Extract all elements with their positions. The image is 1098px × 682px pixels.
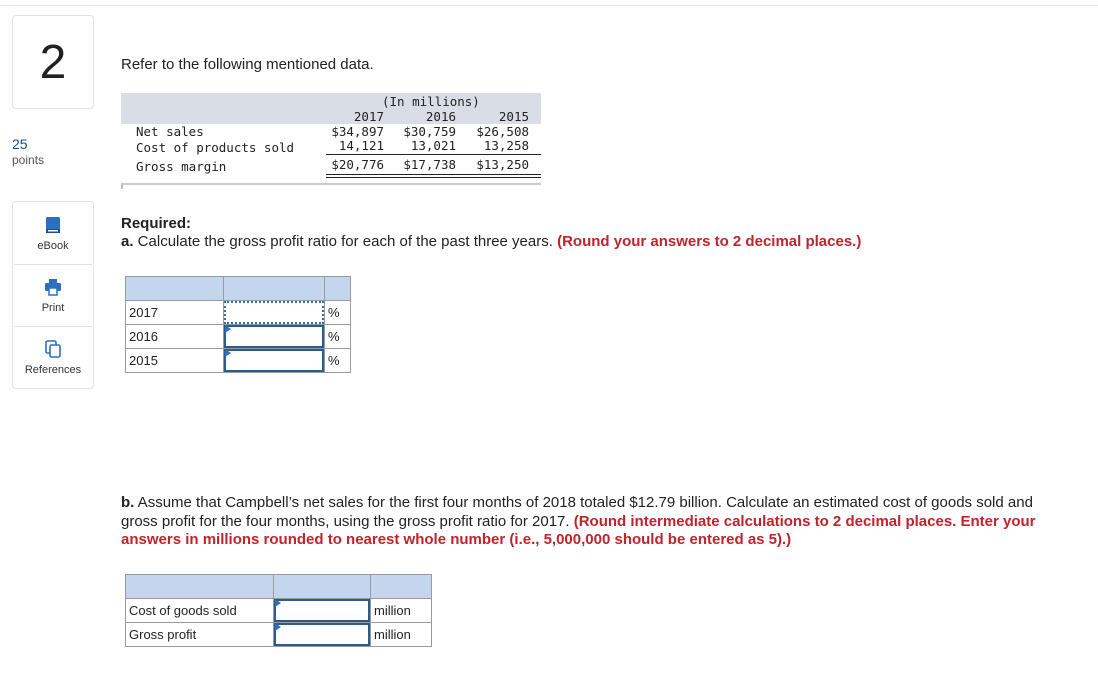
gross-margin-2017: $20,776	[331, 157, 384, 172]
required-heading: Required:	[121, 215, 192, 232]
unit-percent: %	[325, 325, 351, 349]
table-header-row	[126, 277, 351, 301]
print-icon	[44, 278, 62, 296]
part-b-instructions: b. Assume that Campbell’s net sales for the first four months of 2018 totaled $12.79 billion. Calculate an estimated cost of goods sold and gross profit for the four months, using the gross profit ratio for 2017. (Round intermediate calculations to 2 decimal places. Enter your answers in millions rounded to nearest whole number (i.e., 5,000,000 should be entered as 5).)	[121, 494, 1036, 548]
resource-divider	[14, 264, 92, 265]
subtotal-rule	[326, 154, 541, 155]
resources-panel	[12, 201, 94, 389]
references-icon	[44, 340, 62, 358]
gross-profit-input[interactable]	[274, 623, 370, 646]
points-value: 25	[12, 136, 28, 152]
ratio-2016-input[interactable]	[224, 325, 324, 348]
gross-margin-2016: $17,738	[403, 157, 456, 172]
row-label-2015: 2015	[126, 349, 224, 373]
ebook-label: eBook	[37, 240, 69, 252]
unit-million: million	[371, 599, 432, 623]
cost-of-goods-sold-input[interactable]	[274, 599, 370, 622]
row-label-net-sales: Net sales	[136, 124, 204, 139]
total-double-rule-bottom	[326, 177, 541, 178]
input-flag-icon	[275, 623, 281, 631]
references-button[interactable]	[13, 340, 93, 376]
row-label-gross-margin: Gross margin	[136, 159, 227, 174]
year-2016: 2016	[425, 109, 456, 124]
print-label: Print	[41, 302, 65, 314]
net-sales-2017: $34,897	[331, 124, 384, 139]
row-label-gross-profit: Gross profit	[126, 623, 274, 647]
net-sales-2015: $26,508	[476, 124, 529, 139]
ebook-button[interactable]	[13, 216, 93, 252]
cost-2016: 13,021	[410, 138, 456, 153]
input-flag-icon	[225, 349, 231, 357]
top-divider	[0, 5, 1098, 6]
year-2017: 2017	[353, 109, 384, 124]
points-label: points	[12, 153, 45, 167]
table-row	[126, 301, 351, 325]
input-flag-icon	[275, 599, 281, 607]
ratio-2017-input[interactable]	[224, 301, 324, 324]
part-b-answer-table	[125, 574, 432, 647]
year-2015: 2015	[498, 109, 529, 124]
input-flag-icon	[225, 325, 231, 333]
row-label-2016: 2016	[126, 325, 224, 349]
row-label-cost: Cost of products sold	[136, 140, 295, 155]
total-double-rule-top	[326, 174, 541, 175]
table-row	[126, 349, 351, 373]
part-a-instructions: a. Calculate the gross profit ratio for each of the past three years. (Round your answers to 2 decimal places.)	[121, 233, 862, 250]
unit-percent: %	[325, 349, 351, 373]
references-label: References	[24, 364, 82, 376]
table-row	[126, 599, 432, 623]
gross-margin-2015: $13,250	[476, 157, 529, 172]
question-number: 2	[12, 15, 94, 109]
ratio-2015-input[interactable]	[224, 349, 324, 372]
unit-million: million	[371, 623, 432, 647]
row-label-cogs: Cost of goods sold	[126, 599, 274, 623]
net-sales-2016: $30,759	[403, 124, 456, 139]
cost-2017: 14,121	[338, 138, 384, 153]
data-table-caption: (In millions)	[382, 94, 480, 109]
financial-data-table	[121, 93, 541, 184]
unit-percent: %	[325, 301, 351, 325]
print-button[interactable]	[13, 278, 93, 314]
part-a-answer-table	[125, 276, 351, 373]
table-row	[126, 325, 351, 349]
ebook-icon	[44, 216, 62, 234]
table-header-row	[126, 575, 432, 599]
resource-divider	[14, 326, 92, 327]
row-label-2017: 2017	[126, 301, 224, 325]
data-table-footer	[121, 183, 541, 189]
table-row	[126, 623, 432, 647]
intro-text: Refer to the following mentioned data.	[121, 56, 374, 73]
cost-2015: 13,258	[483, 138, 529, 153]
